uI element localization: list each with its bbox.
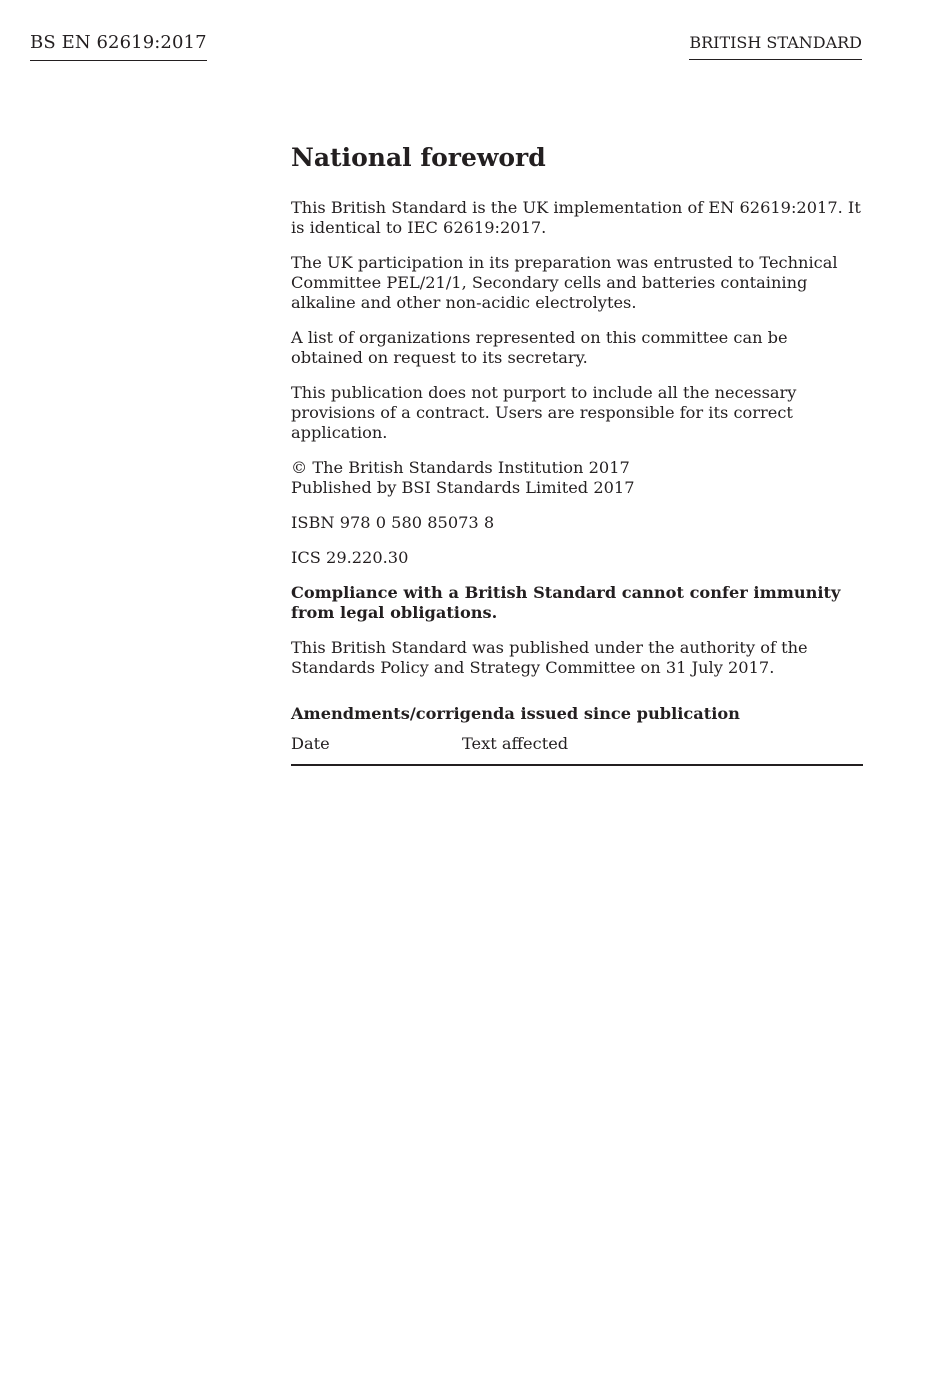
authority-statement: This British Standard was published under the authority of the Standards Policy and Strategy Committee on 31 July 2017. — [291, 638, 808, 677]
column-header-date: Date — [291, 734, 330, 753]
compliance-notice: Compliance with a British Standard cannot confer immunity from legal obligations. — [291, 583, 841, 622]
document-id: BS EN 62619:2017 — [30, 31, 207, 61]
copyright-line: © The British Standards Institution 2017 — [291, 458, 630, 477]
isbn: ISBN 978 0 580 85073 8 — [291, 513, 495, 532]
foreword-paragraph: The UK participation in its preparation was entrusted to Technical Committee PEL/21/1, Secondary cells and batteries containing alkaline and other non-acidic electrolytes. — [291, 253, 838, 312]
foreword-paragraph: A list of organizations represented on this committee can be obtained on request to its secretary. — [291, 328, 788, 367]
copyright-block — [291, 458, 863, 498]
foreword-paragraph: This publication does not purport to include all the necessary provisions of a contract. Users are responsible for its correct application. — [291, 383, 797, 442]
series-label: BRITISH STANDARD — [689, 32, 862, 60]
amendments-title: Amendments/corrigenda issued since publication — [291, 704, 740, 723]
foreword-section — [291, 141, 863, 766]
publisher-line: Published by BSI Standards Limited 2017 — [291, 478, 635, 497]
column-header-text-affected: Text affected — [462, 734, 569, 753]
amendments-table — [291, 734, 863, 766]
ics-code: ICS 29.220.30 — [291, 548, 409, 567]
page-title: National foreword — [291, 143, 546, 172]
foreword-paragraph: This British Standard is the UK implementation of EN 62619:2017. It is identical to IEC 62619:2017. — [291, 198, 861, 237]
